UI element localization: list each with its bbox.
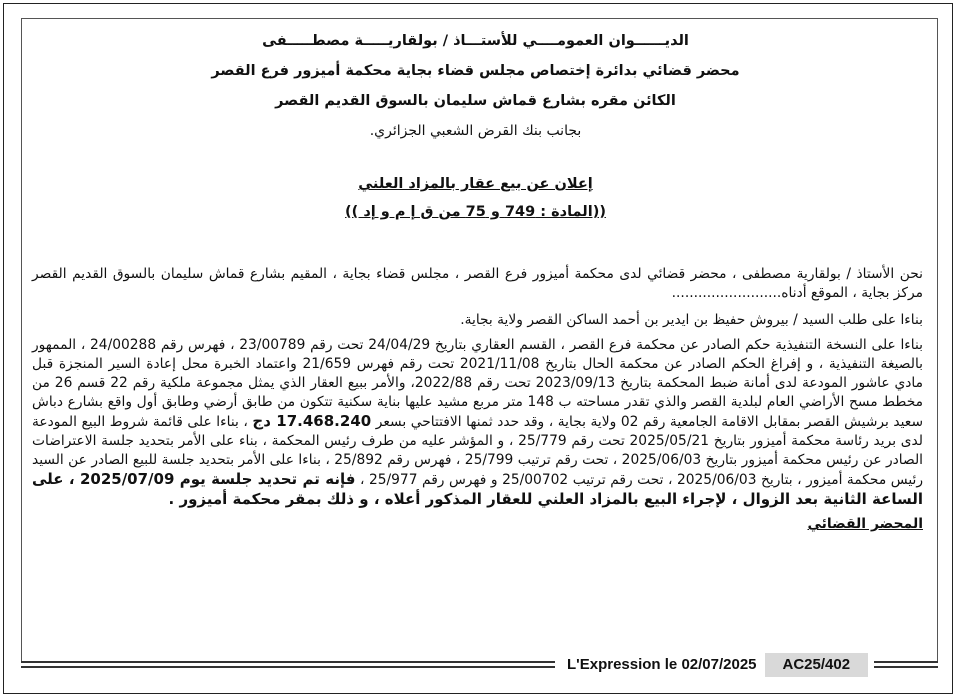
signature-label: المحضر القضائي bbox=[807, 516, 923, 532]
procedure-text: ، بناءا على قائمة شروط البيع المودعة لدى بريد رئاسة محكمة أميزور بتاريخ 2025/05/21 تحت رقم 25/779 ، و المؤشر عليه من طرف رئيس المحكمة ، بناء على الأمر بتحديد جلسة الاعتراضات الصادر عن رئيس محكمة أميزور بتاريخ 2025/06/03 ، تحت رقم ترتيب 25/799 ، فهرس رقم 25/892 ، بناءا على الأمر بتحديد جلسة للبيع الصادر عن السيد رئيس محكمة أميزور ، بتاريخ 2025/06/03 ، تحت رقم ترتيب 25/00702 و فهرس رقم 25/977 ، bbox=[32, 414, 923, 488]
auction-session-text: فإنه تم تحديد جلسة يوم 2025/07/09 ، على الساعة الثانية بعد الزوال ، لإجراء البيع بالمزاد العلني للعقار المذكور أعلاه ، و ذلك بمقر محكمة أميزور . bbox=[32, 470, 923, 508]
landmark-line: بجانب بنك القرض الشعبي الجزائري. bbox=[369, 123, 582, 139]
publication-footer bbox=[555, 653, 874, 677]
legal-notice bbox=[28, 24, 923, 654]
opening-price: 17.468.240 دج bbox=[252, 412, 372, 430]
address-line: الكائن مقره بشارع قماش سليمان بالسوق القديم القصر bbox=[275, 93, 676, 109]
notice-title: إعلان عن بيع عقار بالمزاد العلني bbox=[358, 176, 593, 192]
publication-info: L'Expression le 02/07/2025 bbox=[567, 656, 757, 673]
petitioner-paragraph: بناءا على طلب السيد / بيروش حفيظ بن ايدير بن أحمد الساكن القصر ولاية بجاية. bbox=[460, 312, 923, 328]
office-header: الديــــــوان العمومــــي للأستـــاذ / بولقاريـــــة مصطـــــفى bbox=[262, 33, 689, 49]
bailiff-intro-paragraph: نحن الأستاذ / بولقارية مصطفى ، محضر قضائي لدى محكمة أميزور فرع القصر ، مجلس قضاء بجاية ، المقيم بشارع قماش سليمان بالسوق القديم القصر مركز بجاية ، الموقع أدناه......................... bbox=[32, 266, 923, 301]
legal-article-reference: ((المادة : 749 و 75 من ق إ م و إد )) bbox=[345, 204, 606, 220]
sale-details-paragraph bbox=[28, 336, 923, 510]
announcement-code: AC25/402 bbox=[765, 653, 869, 677]
jurisdiction-line: محضر قضائي بدائرة إختصاص مجلس قضاء بجاية محكمة أميزور فرع القصر bbox=[211, 63, 740, 79]
judgment-text: بناءا على النسخة التنفيذية حكم الصادر عن محكمة فرع القصر ، القسم العقاري بتاريخ 24/04/29 تحت رقم 23/00789 ، فهرس رقم 24/00288 ، الممهور بالصيغة التنفيذية ، و إفراغ الحكم الصادر عن محكمة الحال بتاريخ 2021/11/08 تحت رقم فهرس 21/659 واعتماد الخبرة محل إعادة السير المنجزة قبل مادي عاشور المودعة لدى أمانة ضبط المحكمة بتاريخ 2023/09/13 تحت رقم 2022/88، والأمر ببيع العقار الذي يمثل مجموعة ملكية رقم 22 قسم 26 من مخطط مسح الأراضي العام لبلدية القصر والذي تقدر مساحته ب 148 متر مربع مشيد عليها بناية سكنية تتكون من طابق أرضي وطابق أول واقع بشارع دباش سعيد برشيش القصر بمقابل الاقامة الجامعية رقم 02 ولاية بجاية ، وقد حدد ثمنها الافتتاحي بسعر bbox=[32, 337, 924, 430]
